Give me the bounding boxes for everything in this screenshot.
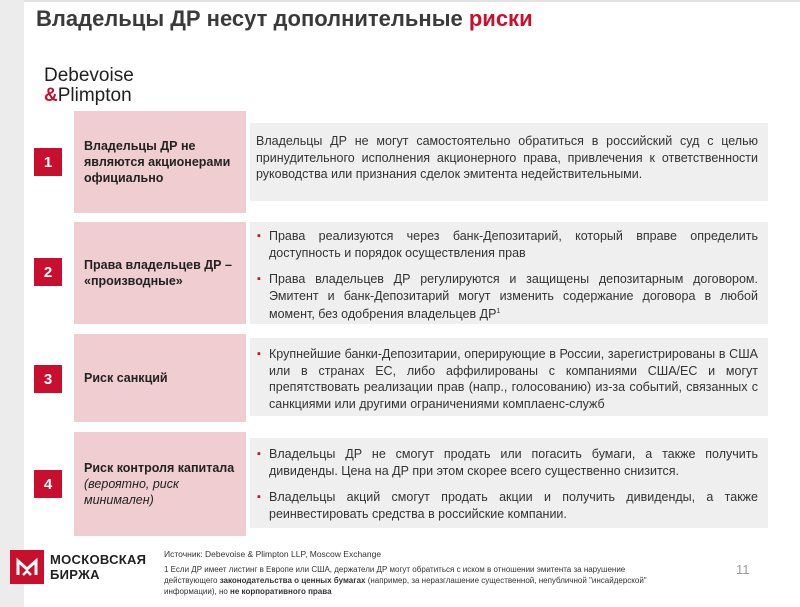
risk-row-2 — [34, 222, 768, 324]
risk-number: 2 — [34, 258, 62, 286]
risk-description-box — [250, 338, 768, 416]
risk-label-box — [74, 111, 246, 213]
risk-label-box — [74, 334, 246, 422]
moex-mark-icon — [10, 550, 44, 584]
risk-number: 4 — [34, 470, 62, 498]
risk-label-note: (вероятно, риск минимален) — [84, 477, 179, 507]
bullet-marker-icon: ▪ — [257, 348, 261, 360]
bullet-marker-icon: ▪ — [257, 448, 261, 460]
risk-description: Владельцы ДР не могут самостоятельно обратиться в российский суд с целью принудительного исполнения акционерного права, привлечения к ответственности руководства или признания сделок эмитента недействительными. — [256, 134, 758, 181]
logo-amp: & — [44, 85, 58, 106]
bullet-marker-icon: ▪ — [257, 491, 261, 503]
bullet-marker-icon: ▪ — [257, 273, 261, 285]
risk-row-1 — [34, 111, 768, 213]
bullet-item: ▪ Права реализуются через банк-Депозитарий, который вправе определить доступность и порядок осуществления прав — [257, 229, 758, 260]
left-strip — [0, 0, 24, 607]
risk-label: Риск контроля капитала (вероятно, риск минимален) — [84, 461, 235, 507]
logo-line2: Plimpton — [57, 85, 132, 106]
footnote: 1 Если ДР имеет листинг в Европе или США, держатели ДР могут обратиться с иском в отношении эмитента за нарушение действующего законодательства о ценных бумагах (например, за неразглашение существенной, непубличной "инсайдерской" информации), но не корпоративного права — [164, 565, 647, 596]
logo-line1: Debevoise — [44, 65, 134, 86]
source-note: Источник: Debevoise & Plimpton LLP, Moscow Exchange — [164, 549, 382, 559]
risk-row-4 — [34, 432, 768, 536]
risk-row-3 — [34, 334, 768, 422]
page-number: 11 — [736, 562, 750, 577]
title-main: Владельцы ДР несут дополнительные — [36, 6, 469, 31]
moex-line2: БИРЖА — [50, 567, 100, 582]
risk-description-box — [250, 123, 768, 201]
footnote-ref: 1 — [496, 308, 501, 315]
top-rule — [24, 0, 800, 2]
moex-logo — [10, 550, 146, 584]
risk-label: Владельцы ДР не являются акционерами официально — [84, 139, 231, 185]
moex-wordmark — [50, 552, 146, 582]
risk-label: Права владельцев ДР – «производные» — [84, 258, 232, 288]
bullet-marker-icon: ▪ — [257, 230, 261, 242]
moex-line1: МОСКОВСКАЯ — [50, 552, 147, 567]
bullet-item: ▪ Владельцы акций смогут продать акции и получить дивиденды, а также реинвестировать средства в российские компании. — [257, 490, 758, 521]
risk-number: 1 — [34, 148, 62, 176]
bullet-item: ▪ Владельцы ДР не смогут продать или погасить бумаги, а также получить дивиденды. Цена на ДР при этом скорее всего существенно снизится. — [257, 447, 758, 478]
title-accent: риски — [468, 6, 533, 31]
slide-title — [36, 6, 533, 32]
bullet-item: ▪ Права владельцев ДР регулируются и защищены депозитарным договором. Эмитент и банк-Депозитарий могут изменить содержание договора в любой момент, без одобрения владельцев $ДР^1$ — [257, 272, 758, 322]
risk-label: Риск санкций — [84, 371, 168, 385]
risk-number: 3 — [34, 365, 62, 393]
risk-label-box — [74, 222, 246, 324]
risk-description-box — [250, 438, 768, 528]
bullet-item: ▪ Крупнейшие банки-Депозитарии, оперирующие в России, зарегистрированы в США или в странах ЕС, либо аффилированы с компаниями США/ЕС и могут препятствовать реализации прав (напр., голосованию) из-за событий, связанных с санкциями или другими ограничениями комплаенс-служб — [257, 347, 758, 411]
debevoise-logo — [44, 66, 134, 106]
risk-description-box — [250, 222, 768, 324]
risk-label-box — [74, 432, 246, 536]
